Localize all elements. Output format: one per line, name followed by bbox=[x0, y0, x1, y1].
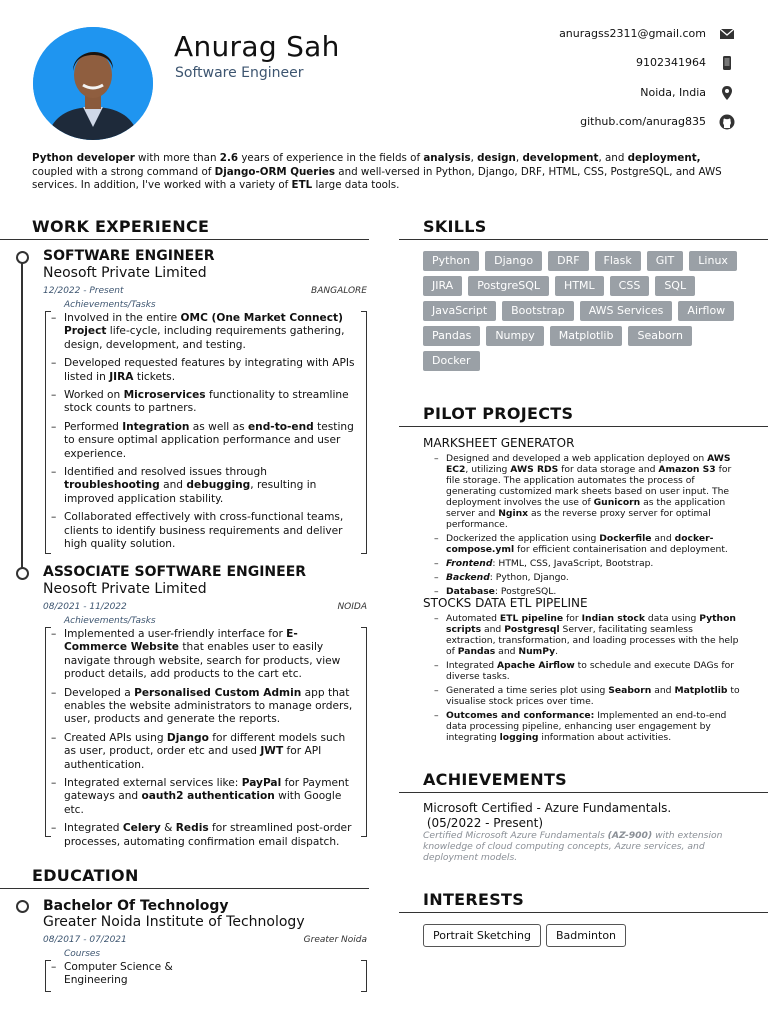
bracket-right bbox=[361, 627, 367, 837]
projects-heading: PILOT PROJECTS bbox=[423, 404, 574, 423]
list-item: – Integrated Apache Airflow to schedule and execute DAGs for diverse tasks. bbox=[434, 660, 744, 682]
skill-tag: Linux bbox=[689, 251, 737, 271]
education-location: Greater Noida bbox=[303, 935, 367, 945]
projects-divider bbox=[399, 426, 768, 427]
timeline-line bbox=[21, 256, 23, 572]
list-item: – Generated a time series plot using Seaborn and Matplotlib to visualise stock prices over time. bbox=[434, 685, 744, 707]
job-tasks-list bbox=[48, 628, 360, 849]
list-item: – Database: PostgreSQL. bbox=[434, 586, 744, 597]
skill-tag: GIT bbox=[647, 251, 684, 271]
interests-heading: INTERESTS bbox=[423, 890, 525, 909]
list-item: – Developed a Personalised Custom Admin app that enables the website administrators to manage orders, user, products and generate the reports. bbox=[48, 687, 360, 727]
timeline-dot bbox=[16, 251, 29, 264]
email-icon bbox=[719, 26, 735, 42]
school-name: Greater Noida Institute of Technology bbox=[43, 914, 305, 930]
candidate-role: Software Engineer bbox=[175, 65, 304, 81]
skill-tag: AWS Services bbox=[580, 301, 673, 321]
github-icon bbox=[719, 114, 735, 130]
skill-tag: DRF bbox=[548, 251, 588, 271]
job-title: SOFTWARE ENGINEER bbox=[43, 248, 215, 264]
skills-divider bbox=[399, 239, 768, 240]
list-item: – Designed and developed a web application deployed on AWS EC2, utilizing AWS RDS for data storage and Amazon S3 for file storage. The application automates the process of generating customized mark sheets based on user input. The deployment involves the use of Gunicorn as the application server and Nginx as the reverse proxy server for optimal performance. bbox=[434, 453, 744, 530]
tasks-label: Achievements/Tasks bbox=[64, 616, 156, 626]
contact-phone[interactable]: 9102341964 bbox=[636, 56, 706, 69]
project-title: MARKSHEET GENERATOR bbox=[423, 436, 575, 450]
job-title: ASSOCIATE SOFTWARE ENGINEER bbox=[43, 564, 307, 580]
work-experience-heading: WORK EXPERIENCE bbox=[32, 217, 210, 236]
contact-github[interactable]: github.com/anurag835 bbox=[580, 115, 706, 128]
list-item: – Integrated Celery & Redis for streamlined post-order processes, automating confirmation email dispatch. bbox=[48, 822, 360, 849]
list-item: – Dockerized the application using Dockerfile and docker-compose.yml for efficient containerisation and deployment. bbox=[434, 533, 744, 555]
list-item: – Identified and resolved issues through troubleshooting and debugging, resulting in improved application stability. bbox=[48, 466, 360, 506]
job-tasks-list bbox=[48, 312, 360, 552]
phone-icon bbox=[719, 55, 735, 71]
job-location: BANGALORE bbox=[311, 286, 367, 296]
skills-heading: SKILLS bbox=[423, 217, 487, 236]
skill-tag: Docker bbox=[423, 351, 480, 371]
degree-title: Bachelor Of Technology bbox=[43, 898, 229, 914]
company-name: Neosoft Private Limited bbox=[43, 581, 207, 597]
professional-summary: Python developer with more than 2.6 years of experience in the fields of analysis, design, development, and deployment, coupled with a strong command of Django-ORM Queries and well-versed in Python, Django, DRF, HTML, CSS, PostgreSQL, and AWS services. In addition, I've worked with a variety of ETL large data tools. bbox=[32, 152, 722, 191]
skill-tag: JavaScript bbox=[423, 301, 496, 321]
job-location: NOIDA bbox=[337, 602, 367, 612]
skill-tag: JIRA bbox=[423, 276, 462, 296]
achievement-name: Microsoft Certified - Azure Fundamentals. (05/2022 - Present) bbox=[423, 801, 672, 830]
courses-list bbox=[48, 961, 178, 988]
interests-divider bbox=[399, 912, 768, 913]
skill-tag: HTML bbox=[555, 276, 604, 296]
education-heading: EDUCATION bbox=[32, 866, 139, 885]
bracket-right bbox=[361, 960, 367, 992]
company-name: Neosoft Private Limited bbox=[43, 265, 207, 281]
job-date: 12/2022 - Present bbox=[43, 286, 124, 296]
skill-tag: Flask bbox=[595, 251, 641, 271]
timeline-dot bbox=[16, 900, 29, 913]
interest-tag: Badminton bbox=[546, 924, 626, 947]
tasks-label: Achievements/Tasks bbox=[64, 300, 156, 310]
timeline-dot bbox=[16, 567, 29, 580]
skill-tag: CSS bbox=[610, 276, 650, 296]
job-date: 08/2021 - 11/2022 bbox=[43, 602, 127, 612]
list-item: – Developed requested features by integrating with APIs listed in JIRA tickets. bbox=[48, 357, 360, 384]
work-experience-divider bbox=[0, 239, 369, 240]
contact-email[interactable]: anuragss2311@gmail.com bbox=[559, 27, 706, 40]
skill-tag: Django bbox=[485, 251, 542, 271]
candidate-name: Anurag Sah bbox=[174, 30, 340, 63]
achievement-description: Certified Microsoft Azure Fundamentals (AZ-900) with extension knowledge of cloud computing concepts, Azure services, and deployment models. bbox=[423, 830, 723, 863]
list-item: – Backend: Python, Django. bbox=[434, 572, 744, 583]
profile-photo bbox=[33, 27, 153, 140]
achievements-heading: ACHIEVEMENTS bbox=[423, 770, 567, 789]
list-item: – Involved in the entire OMC (One Market Connect) Project life-cycle, including requirements gathering, design, development, and testing. bbox=[48, 312, 360, 352]
list-item: – Outcomes and conformance: Implemented an end-to-end data processing pipeline, enhancing user engagement by integrating logging information about activities. bbox=[434, 710, 744, 743]
achievements-divider bbox=[399, 792, 768, 793]
skill-tag: Airflow bbox=[678, 301, 734, 321]
list-item: – Integrated external services like: PayPal for Payment gateways and oauth2 authentication with Google etc. bbox=[48, 777, 360, 817]
skill-tag: Python bbox=[423, 251, 479, 271]
bracket-right bbox=[361, 311, 367, 554]
skill-tag: PostgreSQL bbox=[468, 276, 549, 296]
education-date: 08/2017 - 07/2021 bbox=[43, 935, 127, 945]
list-item: – Created APIs using Django for different models such as user, product, order etc and used JWT for API authentication. bbox=[48, 732, 360, 772]
courses-label: Courses bbox=[64, 949, 101, 959]
location-icon bbox=[719, 85, 735, 101]
contact-location: Noida, India bbox=[640, 86, 706, 99]
list-item: – Performed Integration as well as end-to-end testing to ensure optimal application performance and user experience. bbox=[48, 421, 360, 461]
list-item: – Worked on Microservices functionality to streamline stock counts to partners. bbox=[48, 389, 360, 416]
list-item: – Automated ETL pipeline for Indian stock data using Python scripts and Postgresql Server, facilitating seamless extraction, transformation, and loading processes with the help of Pandas and NumPy. bbox=[434, 613, 744, 657]
list-item: – Computer Science & Engineering bbox=[48, 961, 178, 988]
list-item: – Collaborated effectively with cross-functional teams, clients to identify business requirements and deliver high quality solution. bbox=[48, 511, 360, 551]
project-details-list bbox=[434, 453, 744, 600]
person-portrait-icon bbox=[33, 27, 153, 140]
project-title: STOCKS DATA ETL PIPELINE bbox=[423, 596, 588, 610]
skill-tag: Numpy bbox=[486, 326, 543, 346]
list-item: – Implemented a user-friendly interface for E-Commerce Website that enables user to easily navigate through website, search for products, view product details, add products to the cart etc. bbox=[48, 628, 360, 682]
skill-tag: Bootstrap bbox=[502, 301, 574, 321]
skill-tag: Matplotlib bbox=[550, 326, 623, 346]
skill-tag: Pandas bbox=[423, 326, 480, 346]
education-divider bbox=[0, 888, 369, 889]
project-details-list bbox=[434, 613, 744, 746]
skill-tag: Seaborn bbox=[628, 326, 692, 346]
skills-tags bbox=[423, 251, 753, 371]
skill-tag: SQL bbox=[655, 276, 695, 296]
interest-tag: Portrait Sketching bbox=[423, 924, 541, 947]
list-item: – Frontend: HTML, CSS, JavaScript, Bootstrap. bbox=[434, 558, 744, 569]
